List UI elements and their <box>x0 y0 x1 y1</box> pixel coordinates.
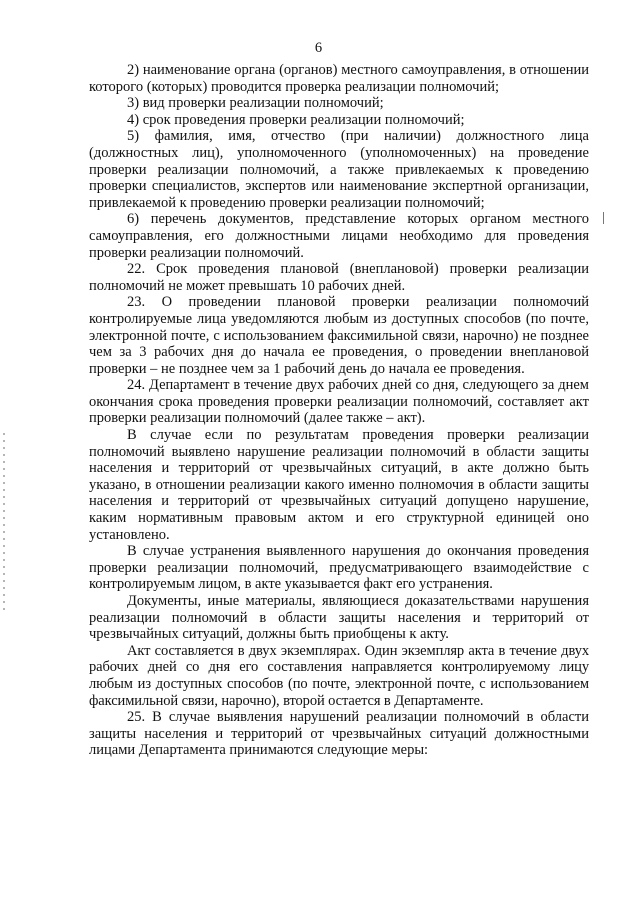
paragraph-item-5: 5) фамилия, имя, отчество (при наличии) должностного лица (должностных лиц), уполномоченного (уполномоченных) на проведение проверки реализации полномочий, а также привлекаемых к проведению проверки специалистов, экспертов или наименование экспертной организации, привлекаемой к проведению проверки реализации полномочий; <box>89 128 589 211</box>
paragraph-item-3: 3) вид проверки реализации полномочий; <box>127 95 384 112</box>
paragraph-23: 23. О проведении плановой проверки реализации полномочий контролируемые лица уведомляются любым из доступных способов (по почте, электронной почте, с использованием факсимильной связи, нарочно) не позднее чем за 3 рабочих дня до начала ее проведения, о проведении внеплановой проверки – не позднее чем за 1 рабочий день до начала ее проведения. <box>89 294 589 377</box>
scan-edge-dots <box>3 433 5 613</box>
paragraph-22: 22. Срок проведения плановой (внеплановой) проверки реализации полномочий не может превышать 10 рабочих дней. <box>89 261 589 294</box>
paragraph-item-6: 6) перечень документов, представление которых органом местного самоуправления, его должностными лицами необходимо для проведения проверки реализации полномочий. <box>89 211 589 261</box>
paragraph-24-copies: Акт составляется в двух экземплярах. Один экземпляр акта в течение двух рабочих дней со дня его составления направляется контролируемому лицу любым из доступных способов (по почте, электронной почте, с использованием факсимильной связи, нарочно), второй остается в Департаменте. <box>89 642 589 709</box>
paragraph-item-4: 4) срок проведения проверки реализации полномочий; <box>127 111 465 128</box>
paragraph-24-elimination: В случае устранения выявленного нарушения до окончания проведения проверки реализации полномочий, предусматривающего взаимодействие с контролируемым лицом, в акте указывается факт его устранения. <box>89 543 589 593</box>
margin-mark <box>603 212 604 224</box>
paragraph-25: 25. В случае выявления нарушений реализации полномочий в области защиты населения и территорий от чрезвычайных ситуаций должностными лицами Департамента принимаются следующие меры: <box>89 709 589 759</box>
paragraph-24-violation: В случае если по результатам проведения проверки реализации полномочий выявлено нарушение реализации полномочий в области защиты населения и территорий от чрезвычайных ситуаций, в акте должно быть указано, в отношении реализации какого именно полномочия в области защиты населения и территорий от чрезвычайных ситуаций допущено нарушение, каким нормативным правовым актом и его структурной единицей оно установлено. <box>89 427 589 543</box>
document-body <box>89 62 589 759</box>
page-number: 6 <box>314 40 323 56</box>
paragraph-24-evidence: Документы, иные материалы, являющиеся доказательствами нарушения реализации полномочий в области защиты населения и территорий от чрезвычайных ситуаций, должны быть приобщены к акту. <box>89 593 589 643</box>
paragraph-item-2: 2) наименование органа (органов) местного самоуправления, в отношении которого (которых) проводится проверка реализации полномочий; <box>89 62 589 95</box>
paragraph-24: 24. Департамент в течение двух рабочих дней со дня, следующего за днем окончания срока проведения проверки реализации полномочий, составляет акт проверки реализации полномочий (далее также – акт). <box>89 377 589 427</box>
